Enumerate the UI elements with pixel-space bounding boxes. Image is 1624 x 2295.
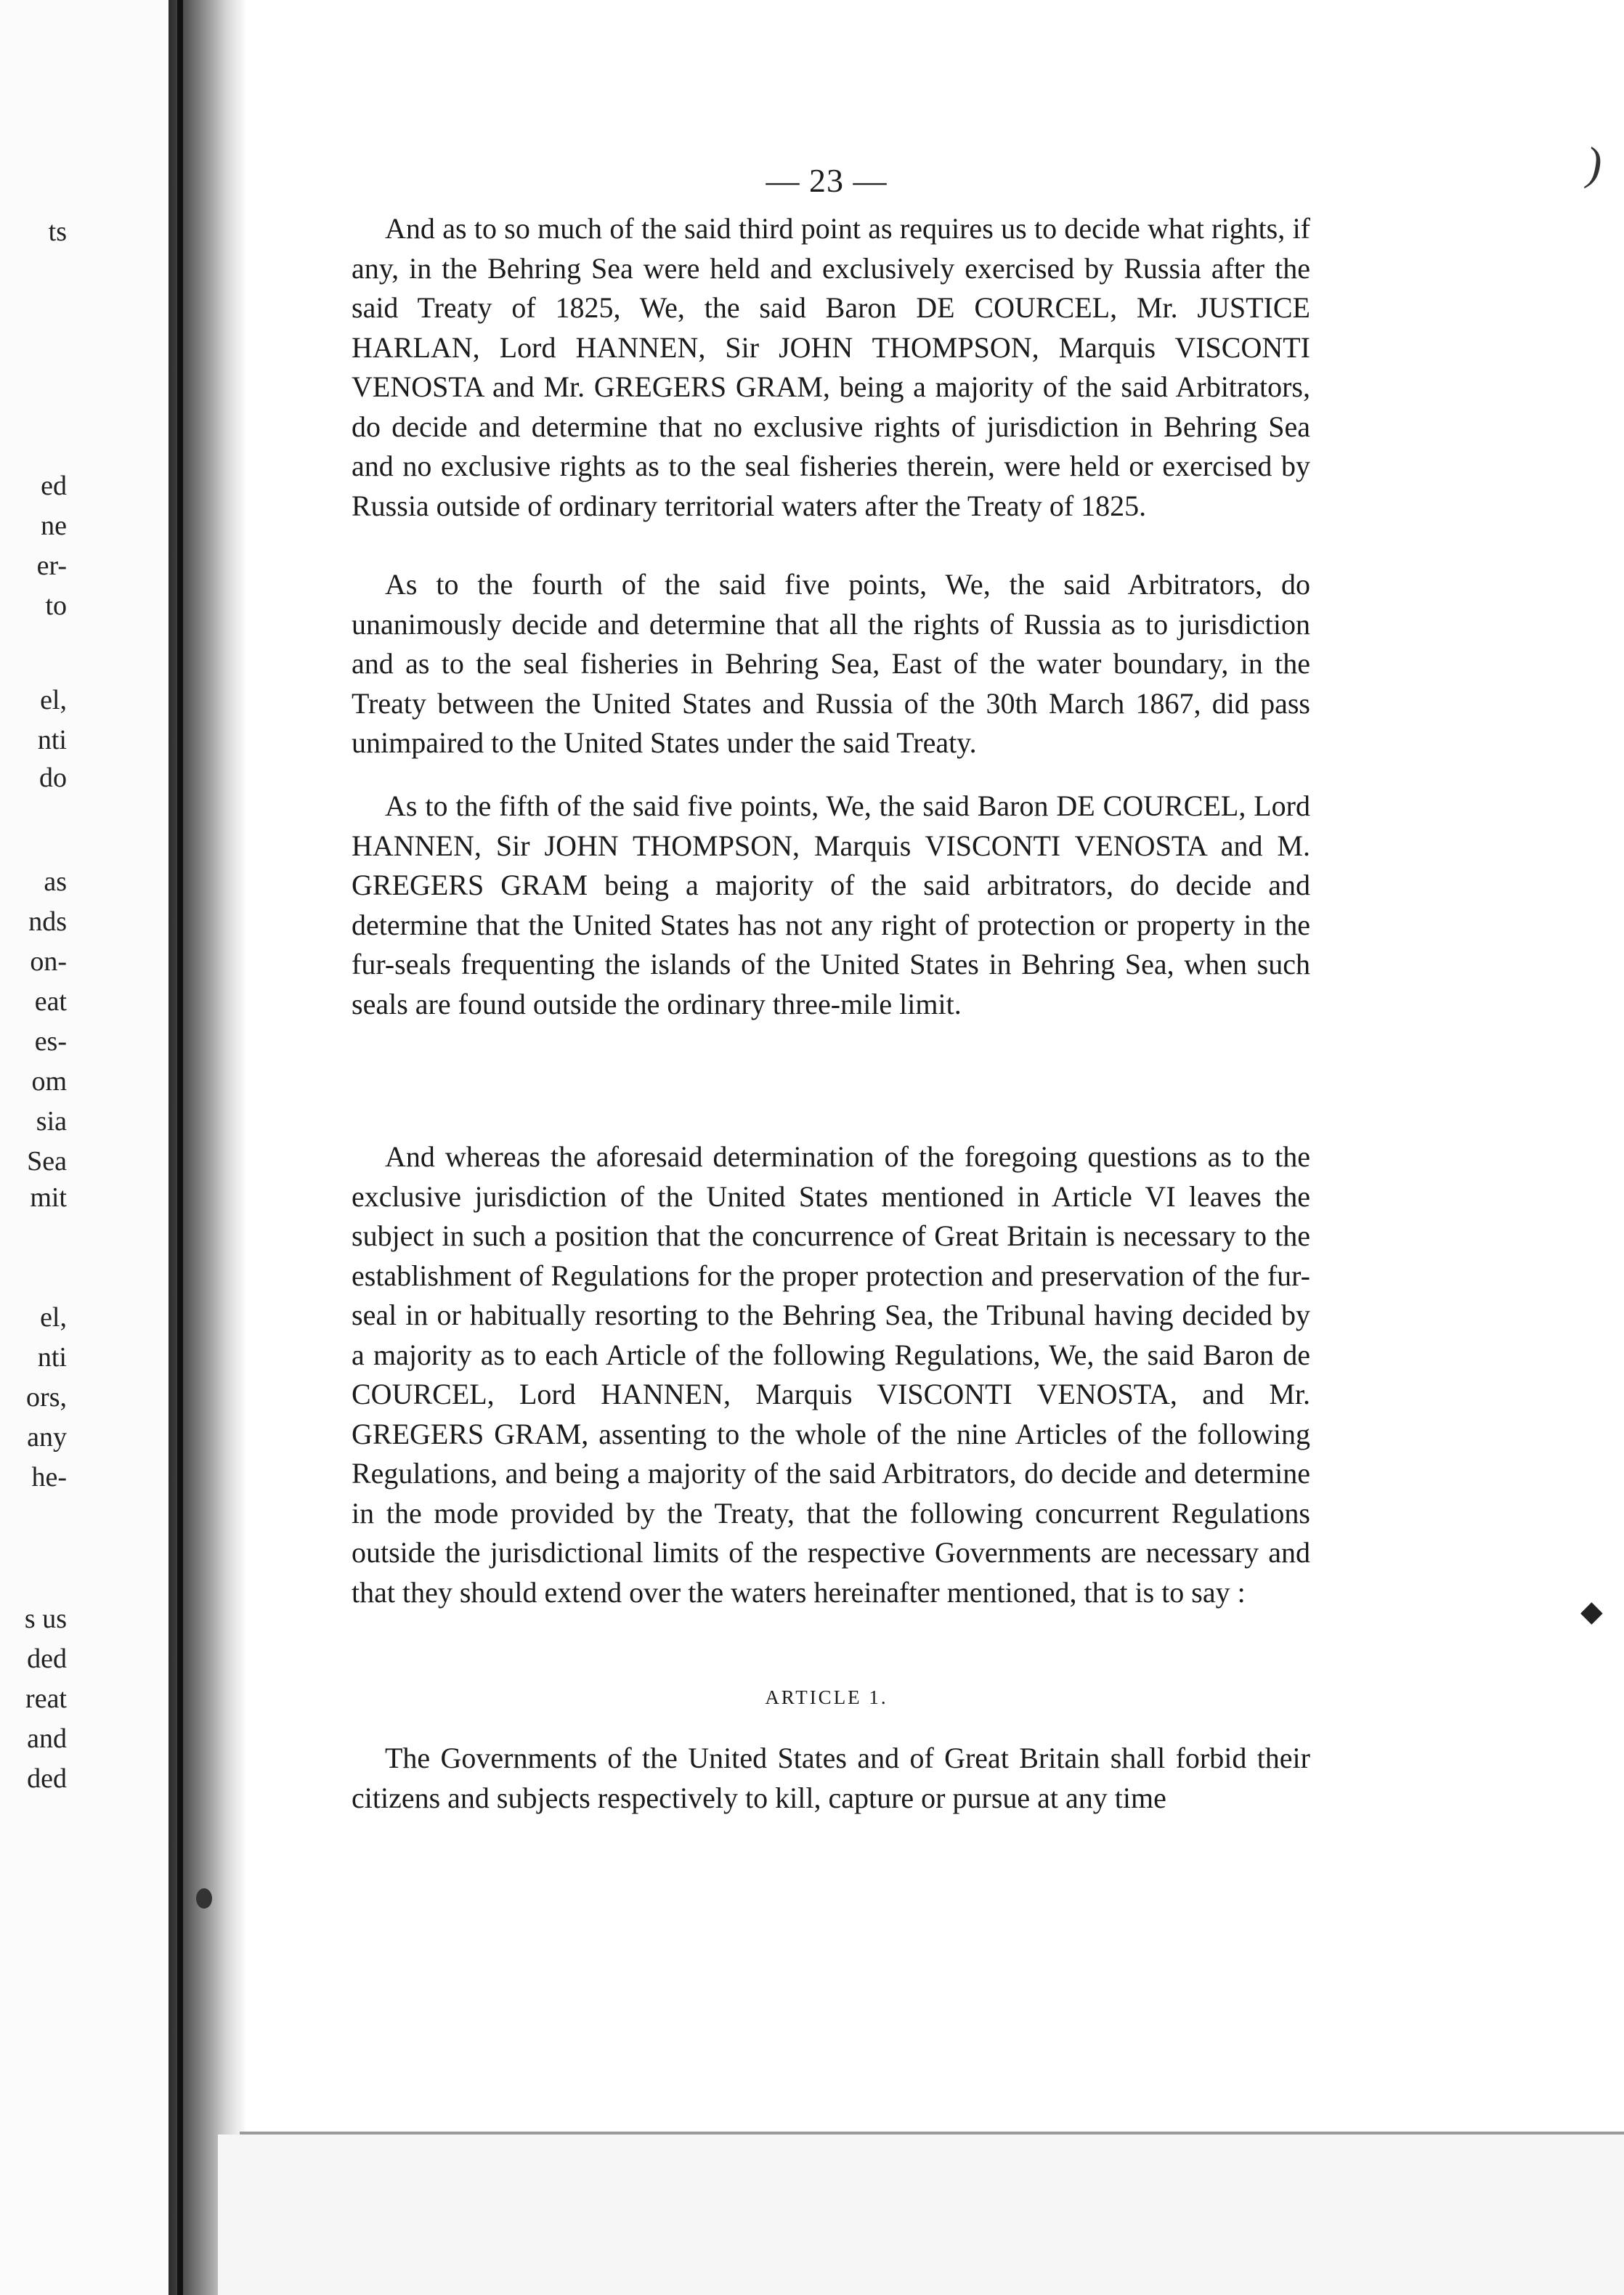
facing-page-fragment: es- xyxy=(34,1026,67,1057)
facing-page-text-fragments xyxy=(0,0,196,2295)
facing-page-fragment: as xyxy=(44,866,67,897)
facing-page-fragment: nds xyxy=(28,906,67,937)
facing-page-fragment: el, xyxy=(40,1302,67,1333)
facing-page-fragment: do xyxy=(39,763,67,793)
paragraph-fifth-point: As to the fifth of the said five points, We, the said Baron DE COURCEL, Lord HANNEN, Sir JOHN THOMPSON, Marquis VISCONTI VENOSTA and M. GREGERS GRAM being a majority of the said arbitrators, do decide and determine that the United States has not any right of protection or property in the fur-seals frequenting the islands of the United States in Behring Sea, when such seals are found outside the ordinary three-mile limit. xyxy=(352,789,1310,1020)
article-heading: ARTICLE 1. xyxy=(765,1686,888,1708)
paragraph-article-1: The Governments of the United States and of Great Britain shall forbid their citizens and subjects respectively to kill, capture or pursue at any time xyxy=(352,1742,1310,1814)
facing-page-fragment: er- xyxy=(36,551,67,581)
facing-page-fragment: sia xyxy=(36,1106,67,1137)
facing-page-fragment: mit xyxy=(30,1182,67,1213)
page-number: — 23 — xyxy=(766,162,888,199)
facing-page-fragment: reat xyxy=(25,1683,67,1714)
paragraph-third-point: And as to so much of the said third point as requires us to decide what rights, if any, in the Behring Sea were held and exclusively exercised by Russia after the said Treaty of 1825, We, the said Baron DE COURCEL, Mr. JUSTICE HARLAN, Lord HANNEN, Sir JOHN THOMPSON, Marquis VISCONTI VENOSTA and Mr. GREGERS GRAM, being a majority of the said Arbitrators, do decide and determine that no exclusive rights of jurisdiction in Behring Sea and no exclusive rights as to the seal fisheries therein, were held or exercised by Russia outside of ordinary territorial waters after the Treaty of 1825. xyxy=(352,212,1310,522)
facing-page-fragment: nti xyxy=(37,725,67,755)
edge-mark: ◆ xyxy=(1580,1595,1603,1628)
facing-page-fragment: and xyxy=(27,1723,67,1754)
facing-page-fragment: ne xyxy=(41,511,67,541)
facing-page-fragment: s us xyxy=(24,1604,67,1634)
facing-page xyxy=(0,0,196,2295)
ink-blot xyxy=(196,1888,212,1909)
corner-mark: ) xyxy=(1586,137,1602,189)
facing-page-fragment: om xyxy=(31,1066,67,1097)
paragraph-fourth-point: As to the fourth of the said five points, We, the said Arbitrators, do unanimously decide and determine that all the rights of Russia as to jurisdiction and as to the seal fisheries in Behring Sea, East of the water boundary, in the Treaty between the United States and Russia of the 30th March 1867, did pass unimpaired to the United States under the said Treaty. xyxy=(352,568,1310,759)
facing-page-fragment: nti xyxy=(37,1342,67,1373)
facing-page-fragment: to xyxy=(45,590,67,621)
paragraph-whereas-regulations: And whereas the aforesaid determination of the foregoing questions as to the exclusive jurisdiction of the United States mentioned in Article VI leaves the subject in such a position that the concurrence of Great Britain is necessary to the establishment of Regulations for the proper protection and preservation of the fur-seal in or habitually resorting to the Behring Sea, the Tribunal having decided by a majority as to each Article of the following Regulations, We, the said Baron de COURCEL, Lord HANNEN, Marquis VISCONTI VENOSTA, and Mr. GREGERS GRAM, assenting to the whole of the nine Articles of the following Regulations, and being a majority of the said Arbitrators, do decide and determine in the mode provided by the Treaty, that the following concurrent Regulations outside the jurisdictional limits of the respective Governments are necessary and that they should extend over the waters hereinafter mentioned, that is to say : xyxy=(352,1140,1310,1609)
facing-page-fragment: ded xyxy=(27,1644,67,1674)
facing-page-fragment: el, xyxy=(40,685,67,715)
facing-page-fragment: he- xyxy=(31,1462,67,1492)
binding-edge xyxy=(177,0,183,2295)
facing-page-fragment: ts xyxy=(48,216,67,247)
facing-page-fragment: ed xyxy=(41,471,67,501)
facing-page-fragment: ded xyxy=(27,1763,67,1794)
facing-page-fragment: Sea xyxy=(27,1146,67,1177)
facing-page-fragment: eat xyxy=(34,986,67,1017)
facing-page-fragment: any xyxy=(27,1422,67,1453)
facing-page-fragment: ors, xyxy=(26,1382,67,1413)
page-bottom-edge xyxy=(240,2132,1624,2134)
facing-page-fragment: on- xyxy=(30,946,67,977)
page-bottom-margin xyxy=(218,2134,1624,2295)
